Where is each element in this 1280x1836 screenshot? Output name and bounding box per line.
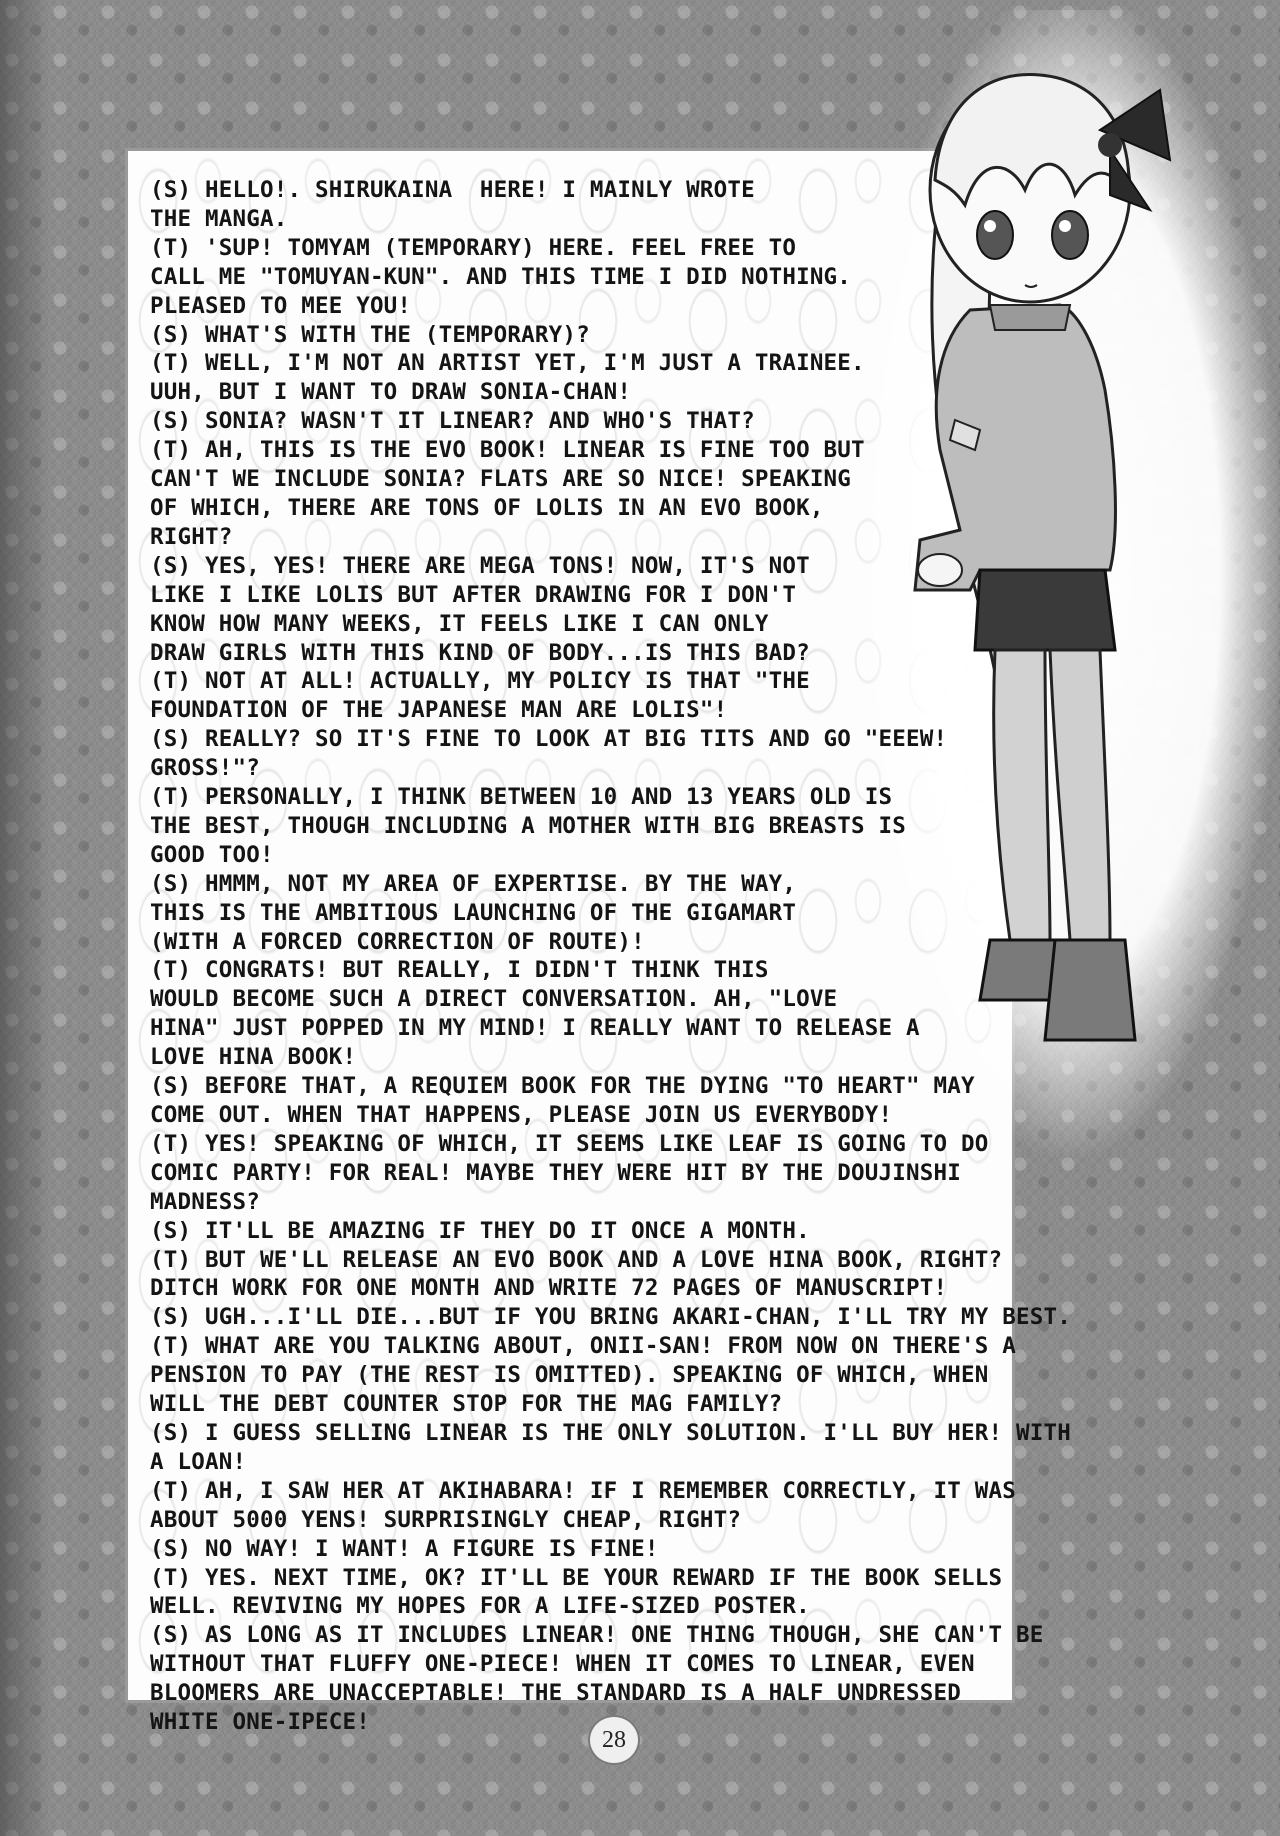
dialogue-line: (T) AH, I SAW HER AT AKIHABARA! IF I REMEMBER CORRECTLY, IT WAS [150,1477,1017,1504]
dialogue-line: (S) AS LONG AS IT INCLUDES LINEAR! ONE THING THOUGH, SHE CAN'T BE [150,1622,1044,1649]
dialogue-line: PLEASED TO MEE YOU! [150,292,412,319]
dialogue-line: WHITE ONE-IPECE! [150,1709,370,1736]
dialogue-line: WOULD BECOME SUCH A DIRECT CONVERSATION. AH, "LOVE [150,986,838,1013]
dialogue-line: (T) WELL, I'M NOT AN ARTIST YET, I'M JUST A TRAINEE. [150,350,865,377]
dialogue-line: CALL ME "TOMUYAN-KUN". AND THIS TIME I DID NOTHING. [150,263,852,290]
dialogue-line: (T) BUT WE'LL RELEASE AN EVO BOOK AND A LOVE HINA BOOK, RIGHT? [150,1246,1003,1273]
dialogue-line: (T) AH, THIS IS THE EVO BOOK! LINEAR IS FINE TOO BUT [150,437,865,464]
dialogue-line: FOUNDATION OF THE JAPANESE MAN ARE LOLIS"! [150,697,728,724]
dialogue-line: (T) PERSONALLY, I THINK BETWEEN 10 AND 13 YEARS OLD IS [150,784,893,811]
dialogue-line: DITCH WORK FOR ONE MONTH AND WRITE 72 PAGES OF MANUSCRIPT! [150,1275,948,1302]
dialogue-line: THIS IS THE AMBITIOUS LAUNCHING OF THE GIGAMART [150,899,797,926]
dialogue-line: DRAW GIRLS WITH THIS KIND OF BODY...IS THIS BAD? [150,639,810,666]
dialogue-line: (S) WHAT'S WITH THE (TEMPORARY)? [150,321,590,348]
dialogue-line: (S) HMMM, NOT MY AREA OF EXPERTISE. BY THE WAY, [150,870,797,897]
dialogue-line: WELL. REVIVING MY HOPES FOR A LIFE-SIZED POSTER. [150,1593,810,1620]
dialogue-line: HINA" JUST POPPED IN MY MIND! I REALLY WANT TO RELEASE A [150,1015,920,1042]
dialogue-line: COMIC PARTY! FOR REAL! MAYBE THEY WERE HIT BY THE DOUJINSHI [150,1159,962,1186]
dialogue-line: (S) BEFORE THAT, A REQUIEM BOOK FOR THE DYING "TO HEART" MAY [150,1073,975,1100]
dialogue-line: UUH, BUT I WANT TO DRAW SONIA-CHAN! [150,379,632,406]
dialogue-line: (S) NO WAY! I WANT! A FIGURE IS FINE! [150,1535,659,1562]
dialogue-line: (S) SONIA? WASN'T IT LINEAR? AND WHO'S THAT? [150,408,755,435]
dialogue-line: THE BEST, THOUGH INCLUDING A MOTHER WITH BIG BREASTS IS [150,812,907,839]
dialogue-line: (T) 'SUP! TOMYAM (TEMPORARY) HERE. FEEL FREE TO [150,234,797,261]
dialogue-line: GROSS!"? [150,755,260,782]
dialogue-line: (S) UGH...I'LL DIE...BUT IF YOU BRING AKARI-CHAN, I'LL TRY MY BEST. [150,1304,1071,1331]
dialogue-line: (S) I GUESS SELLING LINEAR IS THE ONLY SOLUTION. I'LL BUY HER! WITH [150,1419,1071,1446]
dialogue-line: THE MANGA. [150,205,288,232]
dialogue-line: (S) HELLO!. SHIRUKAINA HERE! I MAINLY WROTE [150,177,755,203]
dialogue-line: WILL THE DEBT COUNTER STOP FOR THE MAG FAMILY? [150,1391,783,1418]
dialogue-line: COME OUT. WHEN THAT HAPPENS, PLEASE JOIN US EVERYBODY! [150,1102,893,1128]
dialogue-line: PENSION TO PAY (THE REST IS OMITTED). SPEAKING OF WHICH, WHEN [150,1362,989,1389]
dialogue-line: BLOOMERS ARE UNACCEPTABLE! THE STANDARD IS A HALF UNDRESSED [150,1680,962,1707]
dialogue-line: (S) YES, YES! THERE ARE MEGA TONS! NOW, IT'S NOT [150,552,810,579]
dialogue-line: (T) YES! SPEAKING OF WHICH, IT SEEMS LIKE LEAF IS GOING TO DO [150,1130,989,1157]
dialogue-line: LOVE HINA BOOK! [150,1044,357,1071]
dialogue-line: MADNESS? [150,1188,260,1215]
dialogue-line: GOOD TOO! [150,841,274,868]
page-number: 28 [588,1715,640,1765]
dialogue-line: ABOUT 5000 YENS! SURPRISINGLY CHEAP, RIGHT? [150,1506,742,1533]
dialogue-line: LIKE I LIKE LOLIS BUT AFTER DRAWING FOR I DON'T [150,581,797,608]
dialogue-line: KNOW HOW MANY WEEKS, IT FEELS LIKE I CAN ONLY [150,610,769,637]
dialogue-line: OF WHICH, THERE ARE TONS OF LOLIS IN AN EVO BOOK, [150,494,824,521]
dialogue-line: (T) CONGRATS! BUT REALLY, I DIDN'T THINK THIS [150,957,769,984]
dialogue-line: (T) WHAT ARE YOU TALKING ABOUT, ONII-SAN! FROM NOW ON THERE'S A [150,1333,1017,1360]
dialogue-line: (S) IT'LL BE AMAZING IF THEY DO IT ONCE A MONTH. [150,1217,810,1244]
dialogue-line: CAN'T WE INCLUDE SONIA? FLATS ARE SO NICE! SPEAKING [150,466,852,493]
dialogue-line: (WITH A FORCED CORRECTION OF ROUTE)! [150,928,645,955]
dialogue-text [150,176,1071,1737]
dialogue-line: (T) YES. NEXT TIME, OK? IT'LL BE YOUR REWARD IF THE BOOK SELLS [150,1564,1003,1591]
dialogue-line: (S) REALLY? SO IT'S FINE TO LOOK AT BIG TITS AND GO "EEEW! [150,726,948,753]
dialogue-line: WITHOUT THAT FLUFFY ONE-PIECE! WHEN IT COMES TO LINEAR, EVEN [150,1651,975,1678]
dialogue-line: (T) NOT AT ALL! ACTUALLY, MY POLICY IS THAT "THE [150,668,810,695]
dialogue-line: A LOAN! [150,1448,247,1475]
page-edge-shadow [0,0,50,1836]
dialogue-line: RIGHT? [150,523,233,550]
